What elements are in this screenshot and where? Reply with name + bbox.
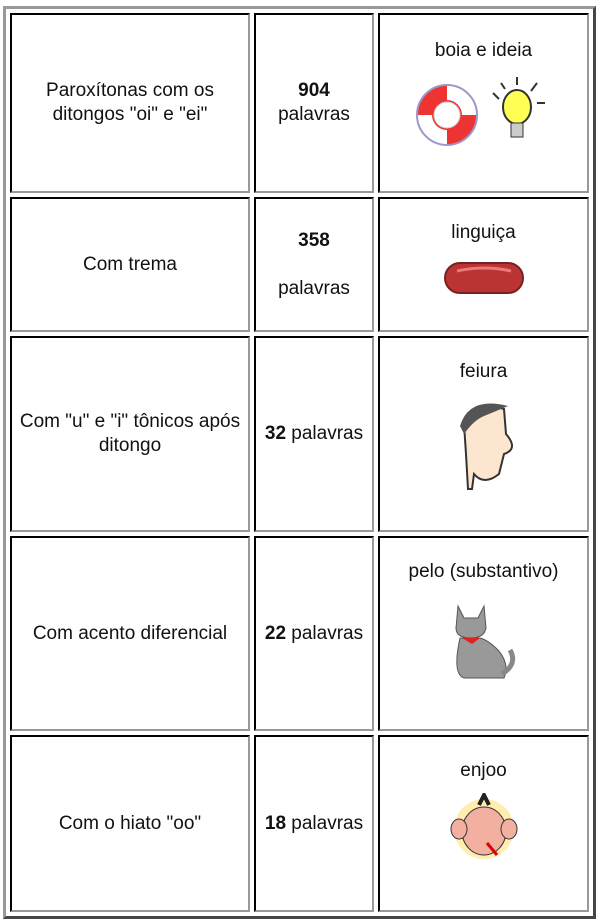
table-row: [10, 536, 589, 731]
count: 32: [264, 423, 287, 444]
category-cell: Com o hiato "oo": [10, 735, 250, 912]
example-cell: [378, 13, 589, 193]
example-cell: [378, 536, 589, 731]
sausage-icon: [439, 255, 529, 301]
count: 904: [298, 80, 330, 101]
sick-face-icon: [439, 793, 529, 863]
table-row: [10, 336, 589, 532]
lifebuoy-and-lightbulb-icon: [409, 73, 559, 153]
count-cell: [254, 197, 374, 332]
example-cell: [378, 735, 589, 912]
example-cell: [378, 197, 589, 332]
category-cell: Com "u" e "i" tônicos após ditongo: [10, 336, 250, 532]
example-word: feiura: [459, 361, 508, 382]
example-word: linguiça: [451, 222, 516, 243]
cat-icon: [444, 594, 524, 684]
example-cell: [378, 336, 589, 532]
count: 358: [298, 229, 330, 251]
example-word: pelo (substantivo): [408, 561, 559, 582]
unit: palavras: [291, 812, 364, 834]
category-cell: Paroxítonas com os ditongos "oi" e "ei": [10, 13, 250, 193]
count: 18: [264, 812, 287, 834]
count: 22: [264, 622, 287, 644]
unit: palavras: [291, 622, 364, 644]
unit: palavras: [278, 104, 350, 125]
count-cell: [254, 336, 374, 532]
category-cell: Com trema: [10, 197, 250, 332]
unit: palavras: [278, 277, 350, 299]
table-row: [10, 197, 589, 332]
count-cell: [254, 13, 374, 193]
table-row: [10, 13, 589, 193]
count-cell: [254, 536, 374, 731]
accent-rules-table: [3, 6, 596, 919]
count-cell: [254, 735, 374, 912]
ugly-face-icon: [444, 394, 524, 494]
example-word: enjoo: [460, 760, 507, 781]
unit: palavras: [291, 423, 364, 444]
example-word: boia e ideia: [434, 40, 533, 61]
table-row: [10, 735, 589, 912]
category-cell: Com acento diferencial: [10, 536, 250, 731]
